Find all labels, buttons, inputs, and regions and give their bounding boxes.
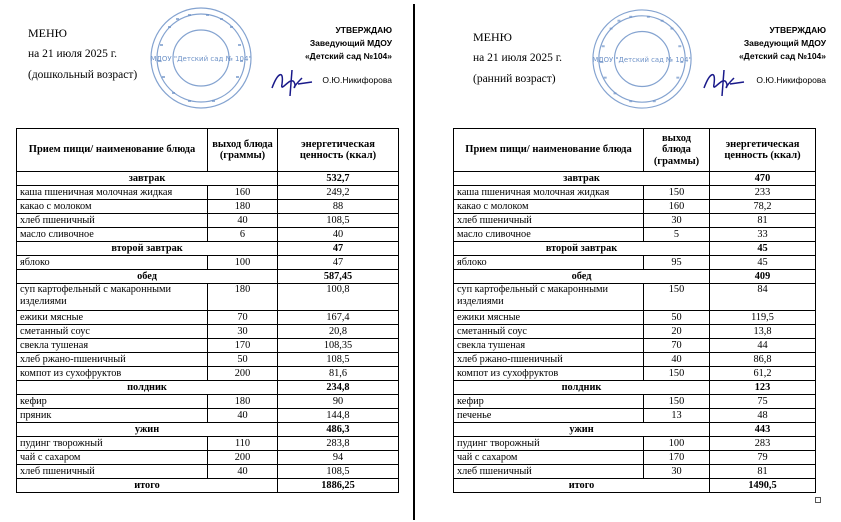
dish-kcal: 48 bbox=[710, 409, 816, 423]
dish-name: кефир bbox=[17, 395, 208, 409]
approval-position: Заведующий МДОУ bbox=[309, 38, 392, 48]
dish-kcal: 47 bbox=[278, 256, 399, 270]
meal-name: полдник bbox=[454, 381, 710, 395]
approval-block bbox=[702, 24, 826, 87]
menu-date: на 21 июля 2025 г. bbox=[28, 48, 118, 60]
dish-yield: 70 bbox=[208, 311, 278, 325]
dish-name: суп картофельный с макаронными изделиями bbox=[454, 284, 644, 311]
meal-kcal: 47 bbox=[278, 242, 399, 256]
dish-name: хлеб пшеничный bbox=[17, 214, 208, 228]
approval-signer: О.Ю.Никифорова bbox=[756, 75, 826, 85]
dish-kcal: 108,5 bbox=[278, 353, 399, 367]
dish-name: хлеб ржано-пшеничный bbox=[454, 353, 644, 367]
dish-row bbox=[454, 437, 816, 451]
dish-kcal: 81 bbox=[710, 214, 816, 228]
dish-name: пряник bbox=[17, 409, 208, 423]
menu-date: на 21 июля 2025 г. bbox=[473, 52, 563, 64]
dish-kcal: 75 bbox=[710, 395, 816, 409]
meal-kcal: 486,3 bbox=[278, 423, 399, 437]
dish-name: хлеб пшеничный bbox=[454, 465, 644, 479]
dish-row bbox=[454, 284, 816, 311]
dish-yield: 170 bbox=[644, 451, 710, 465]
meal-row bbox=[17, 423, 399, 437]
meal-kcal: 1490,5 bbox=[710, 479, 816, 493]
meal-name: итого bbox=[454, 479, 710, 493]
dish-kcal: 249,2 bbox=[278, 186, 399, 200]
dish-kcal: 61,2 bbox=[710, 367, 816, 381]
dish-row bbox=[454, 451, 816, 465]
meal-row bbox=[454, 242, 816, 256]
dish-row bbox=[17, 465, 399, 479]
dish-name: чай с сахаром bbox=[454, 451, 644, 465]
dish-row bbox=[454, 186, 816, 200]
dish-name: свекла тушеная bbox=[17, 339, 208, 353]
menu-page-early bbox=[440, 0, 841, 522]
dish-kcal: 167,4 bbox=[278, 311, 399, 325]
dish-kcal: 100,8 bbox=[278, 284, 399, 311]
dish-row bbox=[454, 465, 816, 479]
dish-name: каша пшеничная молочная жидкая bbox=[454, 186, 644, 200]
column-header-yield: выход блюда (граммы) bbox=[208, 129, 278, 172]
dish-kcal: 44 bbox=[710, 339, 816, 353]
menu-heading bbox=[473, 30, 562, 87]
meal-row bbox=[17, 172, 399, 186]
dish-name: масло сливочное bbox=[17, 228, 208, 242]
dish-yield: 160 bbox=[644, 200, 710, 214]
meal-row bbox=[454, 381, 816, 395]
dish-yield: 6 bbox=[208, 228, 278, 242]
page-divider bbox=[413, 4, 415, 520]
meal-row bbox=[454, 479, 816, 493]
dish-yield: 50 bbox=[208, 353, 278, 367]
dish-row bbox=[454, 395, 816, 409]
dish-row bbox=[17, 186, 399, 200]
meal-kcal: 123 bbox=[710, 381, 816, 395]
dish-kcal: 90 bbox=[278, 395, 399, 409]
menu-table bbox=[453, 128, 816, 493]
dish-kcal: 88 bbox=[278, 200, 399, 214]
dish-row bbox=[17, 395, 399, 409]
dish-name: ежики мясные bbox=[454, 311, 644, 325]
dish-row bbox=[17, 228, 399, 242]
dish-row bbox=[17, 367, 399, 381]
dish-row bbox=[454, 228, 816, 242]
menu-heading bbox=[28, 26, 137, 83]
meal-kcal: 234,8 bbox=[278, 381, 399, 395]
dish-kcal: 283 bbox=[710, 437, 816, 451]
dish-name: суп картофельный с макаронными изделиями bbox=[17, 284, 208, 311]
dish-name: каша пшеничная молочная жидкая bbox=[17, 186, 208, 200]
dish-row bbox=[454, 256, 816, 270]
resize-handle bbox=[815, 497, 821, 503]
dish-yield: 160 bbox=[208, 186, 278, 200]
menu-word: МЕНЮ bbox=[28, 26, 67, 40]
dish-kcal: 45 bbox=[710, 256, 816, 270]
meal-row bbox=[454, 423, 816, 437]
dish-name: хлеб пшеничный bbox=[454, 214, 644, 228]
seal-text: МДОУ "Детский сад № 104" bbox=[150, 55, 252, 63]
dish-name: хлеб пшеничный bbox=[17, 465, 208, 479]
dish-yield: 13 bbox=[644, 409, 710, 423]
dish-kcal: 86,8 bbox=[710, 353, 816, 367]
dish-name: свекла тушеная bbox=[454, 339, 644, 353]
dish-yield: 170 bbox=[208, 339, 278, 353]
menu-table bbox=[16, 128, 399, 493]
dish-row bbox=[454, 367, 816, 381]
dish-row bbox=[17, 200, 399, 214]
dish-yield: 5 bbox=[644, 228, 710, 242]
dish-yield: 40 bbox=[644, 353, 710, 367]
dish-kcal: 94 bbox=[278, 451, 399, 465]
dish-kcal: 144,8 bbox=[278, 409, 399, 423]
meal-name: итого bbox=[17, 479, 278, 493]
dish-kcal: 20,8 bbox=[278, 325, 399, 339]
meal-kcal: 1886,25 bbox=[278, 479, 399, 493]
column-header-energy: энергетическая ценность (ккал) bbox=[710, 129, 816, 172]
menu-age: (дошкольный возраст) bbox=[28, 69, 138, 81]
dish-yield: 30 bbox=[208, 325, 278, 339]
approval-org: «Детский сад №104» bbox=[304, 51, 392, 61]
dish-row bbox=[17, 353, 399, 367]
dish-yield: 20 bbox=[644, 325, 710, 339]
dish-name: печенье bbox=[454, 409, 644, 423]
meal-row bbox=[17, 242, 399, 256]
dish-name: какао с молоком bbox=[17, 200, 208, 214]
dish-row bbox=[454, 214, 816, 228]
meal-row bbox=[454, 270, 816, 284]
dish-name: какао с молоком bbox=[454, 200, 644, 214]
menu-page-preschool bbox=[0, 0, 410, 522]
dish-kcal: 119,5 bbox=[710, 311, 816, 325]
menu-age: (ранний возраст) bbox=[473, 73, 556, 85]
dish-name: компот из сухофруктов bbox=[17, 367, 208, 381]
approval-block bbox=[270, 24, 392, 87]
dish-kcal: 78,2 bbox=[710, 200, 816, 214]
meal-kcal: 409 bbox=[710, 270, 816, 284]
approval-title: УТВЕРЖДАЮ bbox=[335, 25, 392, 35]
dish-row bbox=[17, 451, 399, 465]
dish-yield: 110 bbox=[208, 437, 278, 451]
dish-kcal: 108,35 bbox=[278, 339, 399, 353]
meal-kcal: 45 bbox=[710, 242, 816, 256]
meal-name: завтрак bbox=[454, 172, 710, 186]
dish-yield: 100 bbox=[208, 256, 278, 270]
dish-yield: 150 bbox=[644, 367, 710, 381]
dish-name: пудинг творожный bbox=[454, 437, 644, 451]
meal-row bbox=[17, 479, 399, 493]
dish-name: чай с сахаром bbox=[17, 451, 208, 465]
meal-name: обед bbox=[17, 270, 278, 284]
dish-yield: 150 bbox=[644, 186, 710, 200]
dish-yield: 200 bbox=[208, 451, 278, 465]
meal-name: ужин bbox=[17, 423, 278, 437]
dish-kcal: 40 bbox=[278, 228, 399, 242]
dish-row bbox=[454, 339, 816, 353]
dish-yield: 95 bbox=[644, 256, 710, 270]
dish-row bbox=[17, 325, 399, 339]
dish-row bbox=[454, 200, 816, 214]
dish-name: масло сливочное bbox=[454, 228, 644, 242]
approval-title: УТВЕРЖДАЮ bbox=[769, 25, 826, 35]
dish-yield: 70 bbox=[644, 339, 710, 353]
dish-yield: 150 bbox=[644, 395, 710, 409]
meal-name: обед bbox=[454, 270, 710, 284]
dish-row bbox=[454, 353, 816, 367]
dish-yield: 180 bbox=[208, 284, 278, 311]
dish-kcal: 13,8 bbox=[710, 325, 816, 339]
meal-row bbox=[454, 172, 816, 186]
dish-name: яблоко bbox=[17, 256, 208, 270]
seal-stamp bbox=[146, 4, 256, 112]
dish-row bbox=[17, 311, 399, 325]
dish-kcal: 33 bbox=[710, 228, 816, 242]
dish-row bbox=[454, 409, 816, 423]
dish-kcal: 81 bbox=[710, 465, 816, 479]
column-header-yield: выход блюда (граммы) bbox=[644, 129, 710, 172]
menu-word: МЕНЮ bbox=[473, 30, 512, 44]
dish-yield: 40 bbox=[208, 409, 278, 423]
dish-row bbox=[17, 284, 399, 311]
column-header-dish: Прием пищи/ наименование блюда bbox=[454, 129, 644, 172]
dish-row bbox=[17, 339, 399, 353]
dish-name: пудинг творожный bbox=[17, 437, 208, 451]
dish-kcal: 108,5 bbox=[278, 465, 399, 479]
column-header-dish: Прием пищи/ наименование блюда bbox=[17, 129, 208, 172]
approval-signer: О.Ю.Никифорова bbox=[322, 75, 392, 85]
seal-stamp bbox=[588, 6, 696, 112]
dish-row bbox=[17, 256, 399, 270]
dish-name: яблоко bbox=[454, 256, 644, 270]
dish-yield: 30 bbox=[644, 465, 710, 479]
meal-name: полдник bbox=[17, 381, 278, 395]
dish-yield: 200 bbox=[208, 367, 278, 381]
meal-kcal: 587,45 bbox=[278, 270, 399, 284]
approval-position: Заведующий МДОУ bbox=[743, 38, 826, 48]
dish-kcal: 108,5 bbox=[278, 214, 399, 228]
dish-yield: 180 bbox=[208, 395, 278, 409]
dish-row bbox=[454, 311, 816, 325]
dish-yield: 40 bbox=[208, 465, 278, 479]
meal-name: второй завтрак bbox=[454, 242, 710, 256]
column-header-energy: энергетическая ценность (ккал) bbox=[278, 129, 399, 172]
meal-kcal: 470 bbox=[710, 172, 816, 186]
dish-row bbox=[17, 437, 399, 451]
meal-row bbox=[17, 270, 399, 284]
dish-kcal: 283,8 bbox=[278, 437, 399, 451]
approval-org: «Детский сад №104» bbox=[738, 51, 826, 61]
dish-name: кефир bbox=[454, 395, 644, 409]
meal-kcal: 532,7 bbox=[278, 172, 399, 186]
dish-yield: 100 bbox=[644, 437, 710, 451]
meal-name: завтрак bbox=[17, 172, 278, 186]
dish-kcal: 84 bbox=[710, 284, 816, 311]
meal-name: второй завтрак bbox=[17, 242, 278, 256]
dish-kcal: 79 bbox=[710, 451, 816, 465]
dish-name: сметанный соус bbox=[17, 325, 208, 339]
meal-name: ужин bbox=[454, 423, 710, 437]
dish-row bbox=[454, 325, 816, 339]
dish-yield: 150 bbox=[644, 284, 710, 311]
dish-yield: 40 bbox=[208, 214, 278, 228]
dish-name: ежики мясные bbox=[17, 311, 208, 325]
dish-yield: 50 bbox=[644, 311, 710, 325]
dish-row bbox=[17, 214, 399, 228]
meal-row bbox=[17, 381, 399, 395]
dish-kcal: 233 bbox=[710, 186, 816, 200]
dish-kcal: 81,6 bbox=[278, 367, 399, 381]
dish-yield: 30 bbox=[644, 214, 710, 228]
dish-name: хлеб ржано-пшеничный bbox=[17, 353, 208, 367]
dish-name: сметанный соус bbox=[454, 325, 644, 339]
dish-name: компот из сухофруктов bbox=[454, 367, 644, 381]
seal-text: МДОУ "Детский сад № 104" bbox=[592, 55, 692, 64]
meal-kcal: 443 bbox=[710, 423, 816, 437]
dish-row bbox=[17, 409, 399, 423]
dish-yield: 180 bbox=[208, 200, 278, 214]
